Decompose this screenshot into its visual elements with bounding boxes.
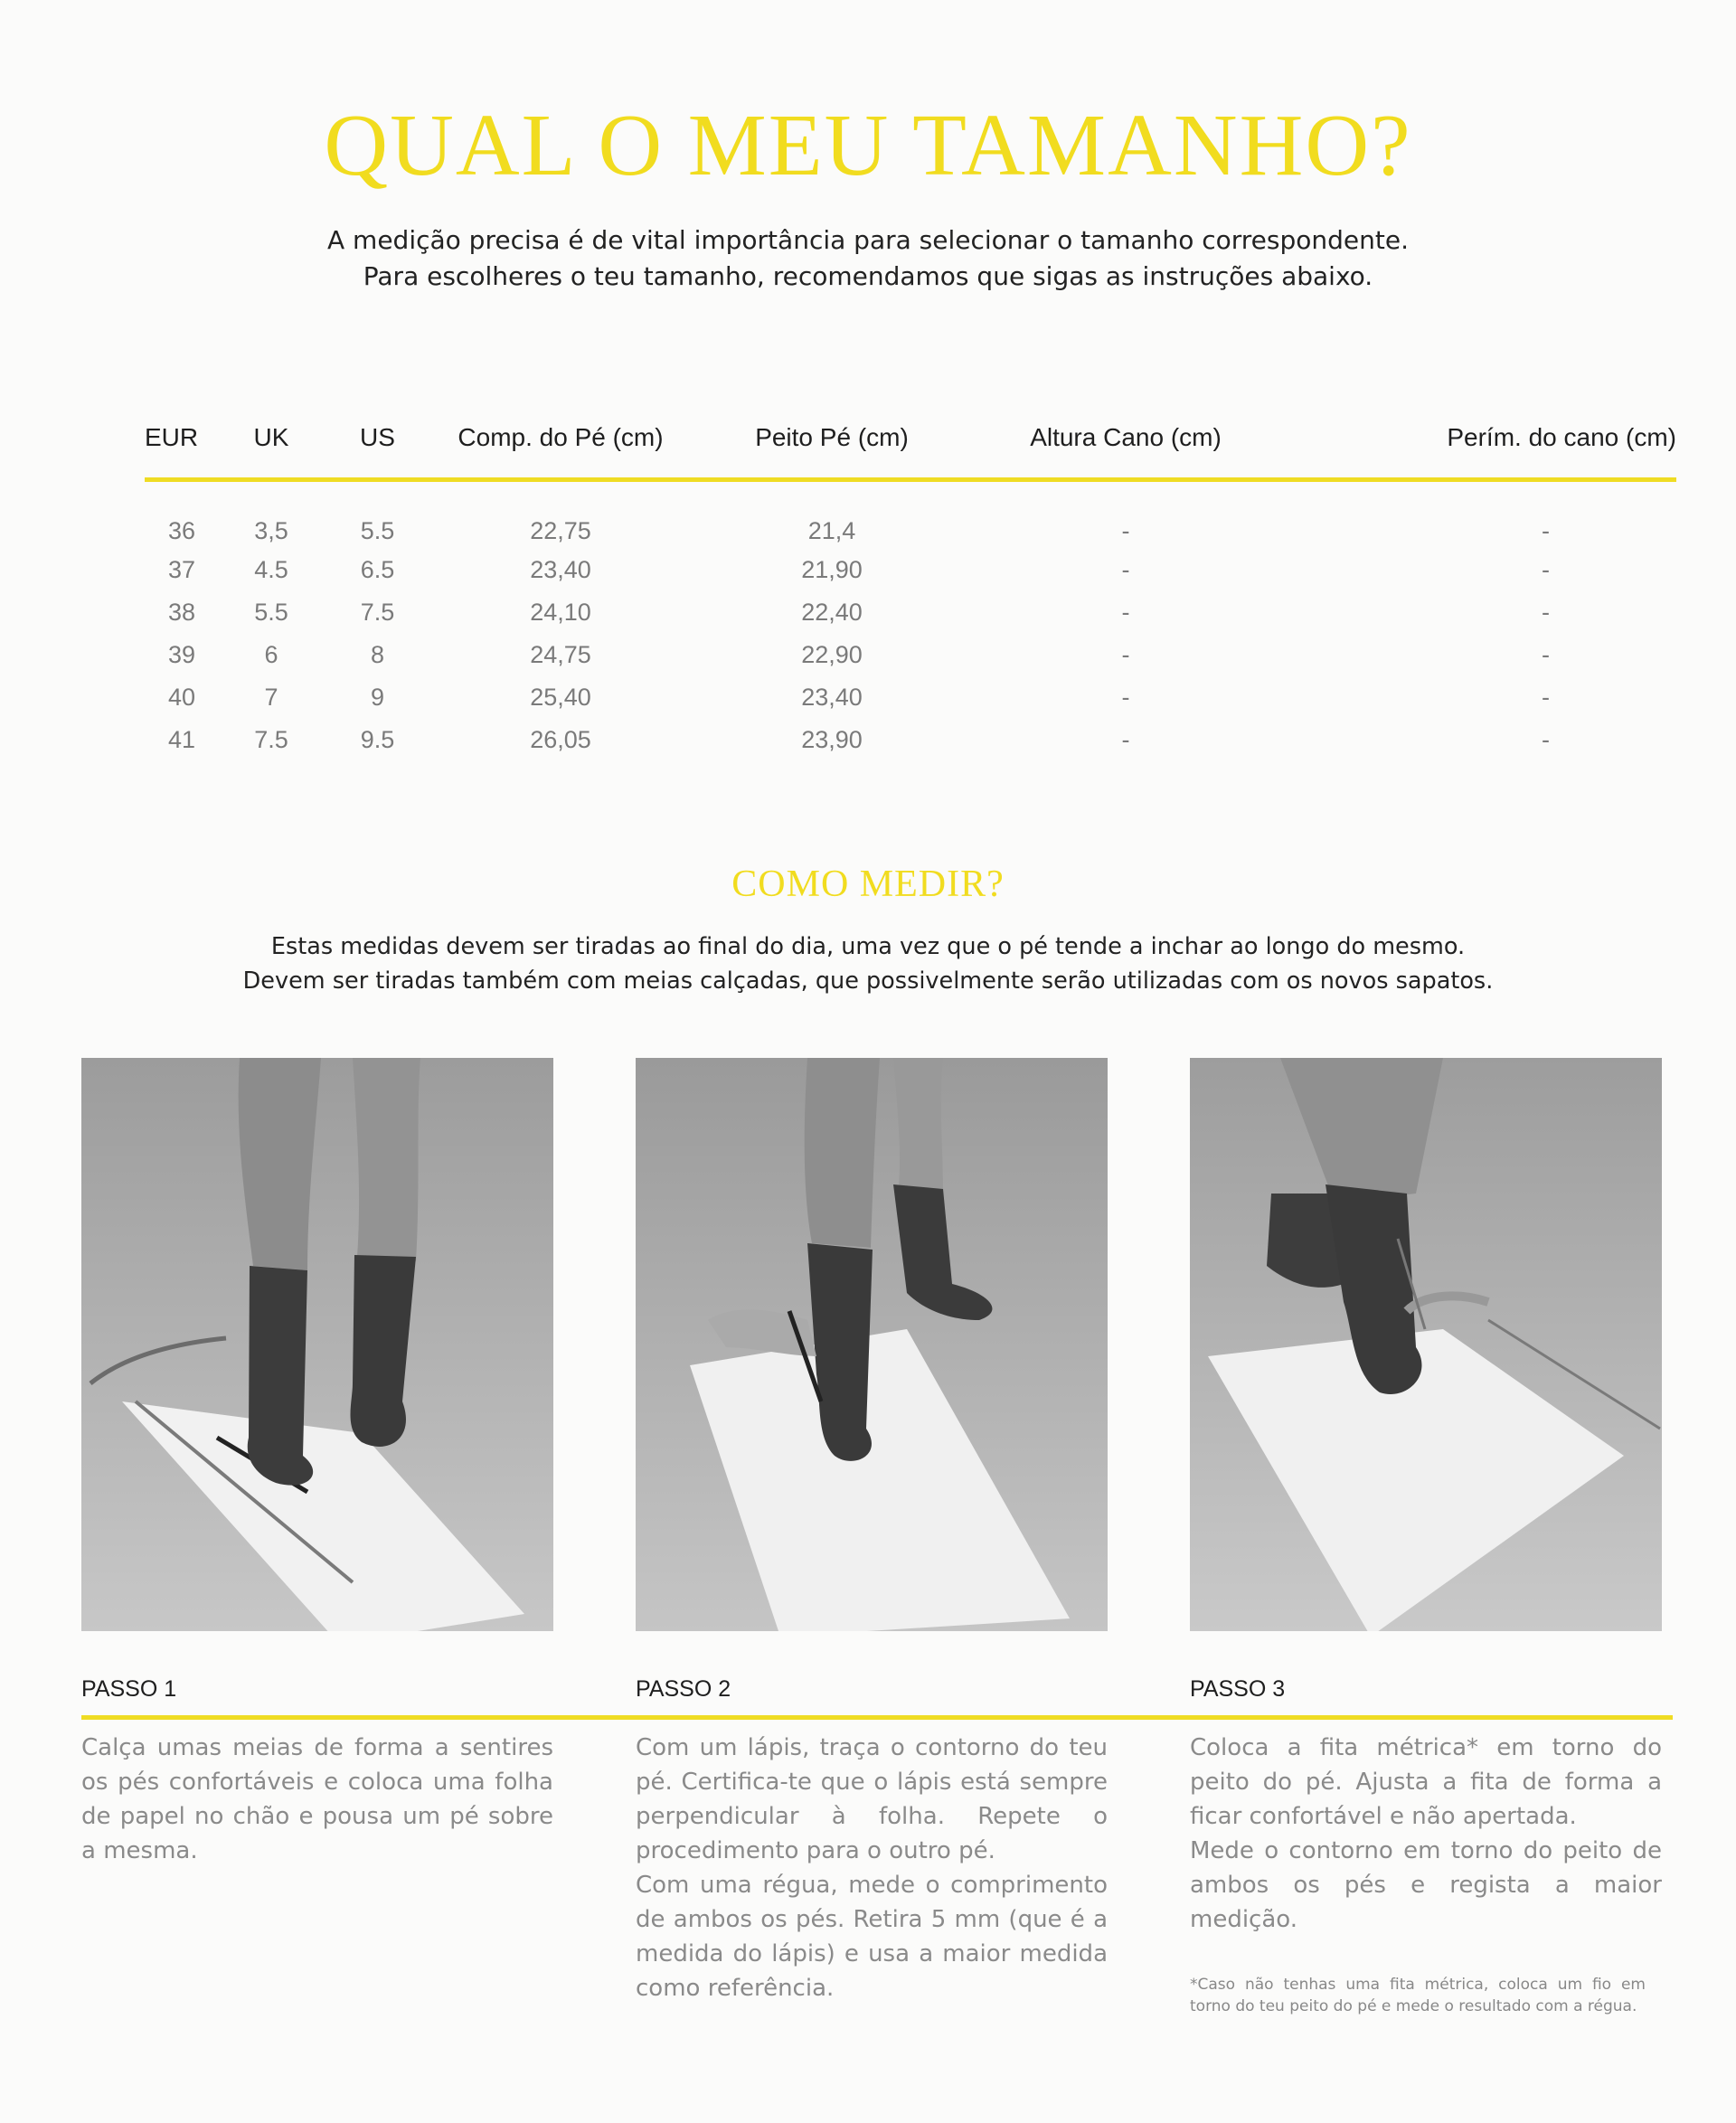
step-3-paragraph-2: Mede o contorno em torno do peito de ambos os pés e regista a maior medição. (1190, 1837, 1662, 1933)
table-row (145, 549, 1676, 591)
cell-foot-length: 24,10 (530, 599, 591, 626)
size-table-header (145, 423, 1676, 480)
cell-shaft-height: - (1121, 641, 1130, 668)
table-row (145, 676, 1676, 719)
page-title: QUAL O MEU TAMANHO? (324, 97, 1412, 194)
step-1-text: Calça umas meias de forma a sentires os pés confortáveis e coloca uma folha de papel no chão e pousa um pé sobre a mesma. (81, 1734, 553, 1864)
cell-instep: 23,40 (801, 684, 863, 711)
step-divider (81, 1715, 1673, 1720)
step-3-heading: PASSO 3 (1190, 1676, 1286, 1702)
cell-shaft-height: - (1121, 599, 1130, 626)
section-title-how-to-measure: COMO MEDIR? (731, 863, 1005, 905)
column-header-shaft-circumference: Perím. do cano (cm) (1279, 423, 1676, 480)
cell-us: 9 (370, 684, 385, 711)
cell-shaft-circumference: - (1542, 684, 1550, 711)
cell-us: 7.5 (360, 599, 395, 626)
step-3-paragraph-1: Coloca a fita métrica* em torno do peito do pé. Ajusta a fita de forma a ficar confortável e não apertada. (1190, 1734, 1662, 1830)
cell-shaft-circumference: - (1542, 517, 1550, 544)
intro-line-1: A medição precisa é de vital importância para selecionar o tamanho correspondente. (326, 225, 1409, 255)
intro-text (0, 222, 1736, 295)
step-1-photo (81, 1058, 553, 1631)
cell-eur: 37 (168, 556, 196, 583)
column-header-us: US (326, 423, 429, 480)
cell-eur: 40 (168, 684, 196, 711)
cell-uk: 7.5 (254, 726, 288, 753)
step-3-footnote: *Caso não tenhas uma fita métrica, coloca um fio em torno do teu peito do pé e mede o resultado com a régua. (1190, 1976, 1646, 2015)
cell-foot-length: 24,75 (530, 641, 591, 668)
cell-eur: 39 (168, 641, 196, 668)
cell-shaft-height: - (1121, 726, 1130, 753)
cell-foot-length: 22,75 (530, 517, 591, 544)
step-2-paragraph-1: Com um lápis, traça o contorno do teu pé. Certifica-te que o lápis está sempre perpendicular à folha. Repete o procedimento para o outro pé. (636, 1734, 1108, 1864)
step-2-photo (636, 1058, 1108, 1631)
step-2-paragraph-2: Com uma régua, mede o comprimento de ambos os pés. Retira 5 mm (que é a medida do lápis) e usa a maior medida como referência. (636, 1872, 1108, 2002)
column-header-eur: EUR (145, 423, 217, 480)
cell-instep: 22,40 (801, 599, 863, 626)
cell-shaft-height: - (1121, 556, 1130, 583)
cell-foot-length: 23,40 (530, 556, 591, 583)
cell-instep: 23,90 (801, 726, 863, 753)
step-1-heading: PASSO 1 (81, 1676, 177, 1702)
cell-shaft-circumference: - (1542, 556, 1550, 583)
table-row (145, 719, 1676, 761)
cell-eur: 41 (168, 726, 196, 753)
cell-shaft-height: - (1121, 517, 1130, 544)
cell-uk: 6 (264, 641, 278, 668)
cell-instep: 21,4 (807, 517, 856, 544)
cell-instep: 21,90 (801, 556, 863, 583)
cell-us: 9.5 (360, 726, 395, 753)
intro-line-2: Para escolheres o teu tamanho, recomendamos que sigas as instruções abaixo. (363, 261, 1373, 291)
how-to-line-2: Devem ser tiradas também com meias calçadas, que possivelmente serão utilizadas com os novos sapatos. (242, 967, 1494, 995)
cell-shaft-circumference: - (1542, 599, 1550, 626)
cell-foot-length: 26,05 (530, 726, 591, 753)
step-3-photo (1190, 1058, 1662, 1631)
table-row (145, 480, 1676, 550)
cell-eur: 38 (168, 599, 196, 626)
cell-us: 6.5 (360, 556, 395, 583)
cell-shaft-height: - (1121, 684, 1130, 711)
table-row (145, 591, 1676, 634)
cell-foot-length: 25,40 (530, 684, 591, 711)
cell-uk: 4.5 (254, 556, 288, 583)
cell-uk: 5.5 (254, 599, 288, 626)
column-header-foot-length: Comp. do Pé (cm) (429, 423, 692, 480)
column-header-instep: Peito Pé (cm) (692, 423, 972, 480)
how-to-text (0, 929, 1736, 998)
step-3-text (1190, 1731, 1662, 1937)
column-header-shaft-height: Altura Cano (cm) (972, 423, 1279, 480)
cell-instep: 22,90 (801, 641, 863, 668)
step-2-heading: PASSO 2 (636, 1676, 731, 1702)
cell-us: 8 (370, 641, 385, 668)
column-header-uk: UK (217, 423, 326, 480)
cell-eur: 36 (168, 517, 196, 544)
how-to-line-1: Estas medidas devem ser tiradas ao final do dia, uma vez que o pé tende a inchar ao longo do mesmo. (270, 933, 1466, 960)
step-2-text (636, 1731, 1108, 2005)
size-table (145, 423, 1676, 761)
table-row (145, 634, 1676, 676)
cell-uk: 3,5 (254, 517, 288, 544)
cell-shaft-circumference: - (1542, 641, 1550, 668)
cell-shaft-circumference: - (1542, 726, 1550, 753)
cell-us: 5.5 (360, 517, 395, 544)
cell-uk: 7 (264, 684, 278, 711)
